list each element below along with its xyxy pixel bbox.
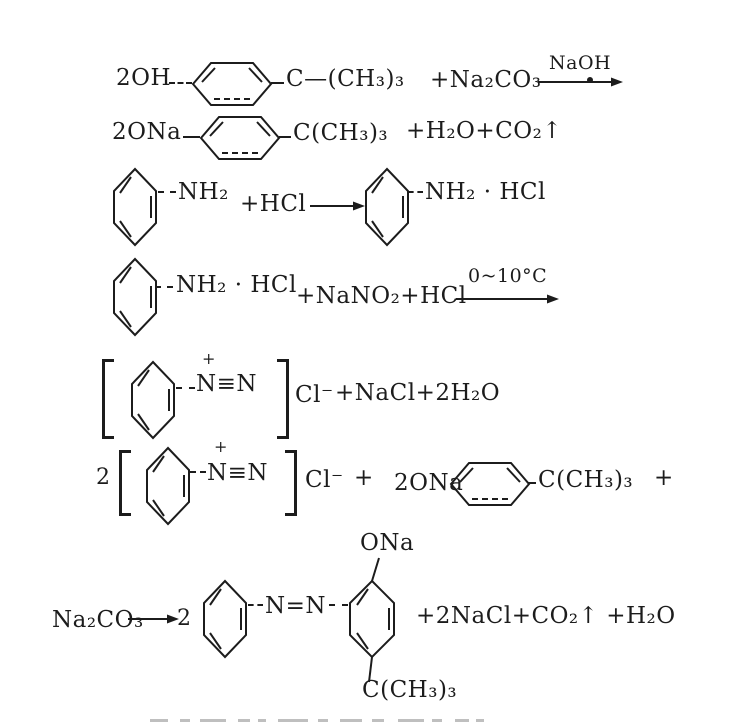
eq6-tert-butyl-group: C(CH₃)₃ <box>538 467 634 493</box>
cropped-text-remnant <box>432 719 442 722</box>
cropped-text-remnant <box>476 719 484 722</box>
eq6-plus-sign: + <box>354 465 374 491</box>
bond-connector <box>176 387 195 389</box>
eq6-coefficient: 2 <box>96 465 111 490</box>
benzene-ring <box>365 168 410 246</box>
cropped-text-remnant <box>238 719 250 722</box>
benzene-ring <box>192 60 272 108</box>
cropped-text-remnant <box>150 719 168 722</box>
benzene-ring <box>203 580 248 658</box>
eq4-reagents: +NaNO₂+HCl <box>296 283 467 309</box>
bond-connector <box>155 286 173 288</box>
benzene-ring <box>131 361 176 439</box>
reaction-arrow <box>456 291 560 307</box>
eq7-ona-substituent: ONa <box>360 530 415 556</box>
eq1-arrow-label: NaOH <box>549 52 612 74</box>
reaction-arrow <box>310 198 366 214</box>
cropped-text-remnant <box>278 719 308 722</box>
eq5-byproducts: +NaCl+2H₂O <box>335 380 501 406</box>
eq5-diazonium-group: N≡N <box>196 371 258 397</box>
eq6-counterion: Cl⁻ <box>305 467 344 493</box>
eq1-tert-butyl-group: C—(CH₃)₃ <box>286 66 405 92</box>
eq4-salt: NH₂ · HCl <box>176 272 297 298</box>
eq1-reactant-prefix: 2OH <box>116 65 172 91</box>
benzene-ring <box>113 168 158 246</box>
cropped-text-remnant <box>398 719 424 722</box>
eq7-tert-butyl-group: C(CH₃)₃ <box>362 677 458 703</box>
eq7-coefficient: 2 <box>177 606 192 631</box>
bond-connector <box>158 191 176 193</box>
eq7-azo-group: N=N <box>265 593 327 619</box>
eq4-arrow-label: 0~10°C <box>468 265 548 287</box>
benzene-ring <box>200 114 280 162</box>
eq2-product-prefix: 2ONa <box>112 119 182 145</box>
cropped-text-remnant <box>455 719 469 722</box>
reaction-arrow <box>128 611 180 627</box>
cropped-text-remnant <box>318 719 328 722</box>
eq1-plus-carbonate: +Na₂CO₃ <box>430 67 542 93</box>
benzene-ring-substituted <box>349 556 399 684</box>
bond-connector <box>248 604 263 606</box>
benzene-ring <box>450 460 530 508</box>
bracket-right <box>277 359 289 439</box>
eq2-byproducts: +H₂O+CO₂↑ <box>406 118 563 144</box>
eq7-reactant: Na₂CO₃ <box>52 607 144 633</box>
bond-connector <box>271 82 284 84</box>
eq6-positive-charge: + <box>214 437 228 456</box>
cropped-text-remnant <box>258 719 266 722</box>
eq7-byproducts: +2NaCl+CO₂↑ +H₂O <box>416 603 676 629</box>
bracket-left <box>102 359 114 439</box>
eq3-plus-acid: +HCl <box>240 191 307 217</box>
bond-connector <box>408 191 423 193</box>
eq6-diazonium-group: N≡N <box>207 460 269 486</box>
eq3-salt: NH₂ · HCl <box>425 179 546 205</box>
benzene-ring <box>113 258 158 336</box>
cropped-text-remnant <box>200 719 226 722</box>
eq5-positive-charge: + <box>202 349 216 368</box>
eq5-counterion: Cl⁻ <box>295 382 334 408</box>
cropped-text-remnant <box>340 719 362 722</box>
bond-connector <box>183 136 200 138</box>
bond-connector <box>169 82 192 84</box>
eq6-phenolate-prefix: 2ONa <box>394 470 464 496</box>
bond-connector <box>329 604 348 606</box>
bracket-right <box>285 450 297 516</box>
reaction-arrow <box>538 74 624 90</box>
cropped-text-remnant <box>372 719 384 722</box>
eq6-trailing-plus: + <box>654 465 674 491</box>
bond-connector <box>279 136 291 138</box>
eq3-amine-group: NH₂ <box>178 179 229 205</box>
eq2-tert-butyl-group: C(CH₃)₃ <box>293 120 389 146</box>
bond-connector <box>528 482 536 484</box>
bracket-left <box>119 450 131 516</box>
bond-connector <box>190 471 206 473</box>
benzene-ring <box>146 447 191 525</box>
cropped-text-remnant <box>180 719 190 722</box>
